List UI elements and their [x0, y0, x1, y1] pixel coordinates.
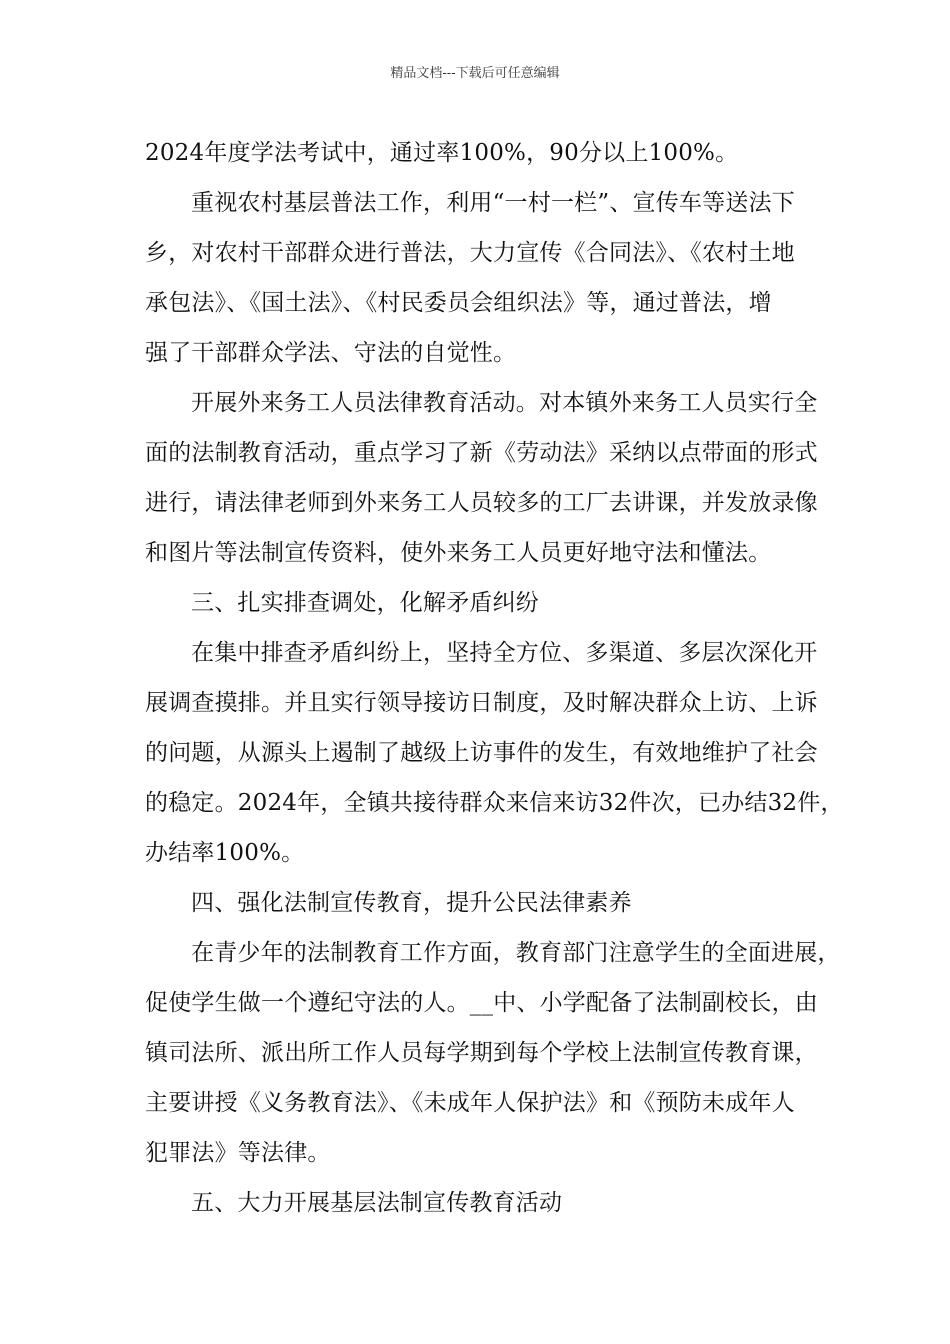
text-line: 主要讲授《义务教育法》、《未成年人保护法》和《预防未成年人: [145, 1090, 795, 1116]
section-heading: [145, 578, 810, 628]
document-body: [145, 128, 844, 1228]
text-line: 在青少年的法制教育工作方面，教育部门注意学生的全面进展，: [191, 940, 841, 966]
text-line: 三、扎实排查调处，化解矛盾纠纷: [191, 590, 539, 616]
text-line: 镇司法所、派出所工作人员每学期到每个学校上法制宣传教育课，: [145, 1040, 818, 1066]
text-line: 犯罪法》等法律。: [145, 1140, 331, 1166]
text-line: 重视农村基层普法工作，利用“一村一栏”、宣传车等送法下: [191, 190, 795, 216]
text-line: 在集中排查矛盾纠纷上，坚持全方位、多渠道、多层次深化开: [191, 640, 818, 666]
text-line: 承包法》、《国土法》、《村民委员会组织法》等，通过普法，增: [145, 290, 772, 316]
paragraph: [145, 128, 810, 178]
text-line: 2024年度学法考试中，通过率100%，90分以上100%。: [145, 140, 739, 166]
text-line: 促使学生做一个遵纪守法的人。__中、小学配备了法制副校长，由: [145, 990, 818, 1016]
text-line: 面的法制教育活动，重点学习了新《劳动法》采纳以点带面的形式: [145, 440, 818, 466]
text-line: 进行，请法律老师到外来务工人员较多的工厂去讲课，并发放录像: [145, 490, 818, 516]
section-heading: [145, 1178, 810, 1228]
paragraph: [145, 378, 818, 578]
text-line: 的问题，从源头上遏制了越级上访事件的发生，有效地维护了社会: [145, 740, 818, 766]
paragraph: [145, 178, 810, 378]
text-line: 开展外来务工人员法律教育活动。对本镇外来务工人员实行全: [191, 390, 818, 416]
text-line: 的稳定。2024年，全镇共接待群众来信来访32件次，已办结32件，: [145, 790, 844, 816]
text-line: 强了干部群众学法、守法的自觉性。: [145, 340, 517, 366]
text-line: 乡，对农村干部群众进行普法，大力宣传《合同法》、《农村土地: [145, 240, 795, 266]
paragraph: [145, 628, 844, 878]
section-heading: [145, 878, 810, 928]
text-line: 和图片等法制宣传资料，使外来务工人员更好地守法和懂法。: [145, 540, 772, 566]
page-header: 精品文档---下载后可任意编辑: [390, 66, 560, 81]
text-line: 展调查摸排。并且实行领导接访日制度，及时解决群众上访、上诉: [145, 690, 818, 716]
paragraph: [145, 928, 841, 1178]
text-line: 五、大力开展基层法制宣传教育活动: [191, 1190, 563, 1216]
text-line: 办结率100%。: [145, 840, 305, 866]
text-line: 四、强化法制宣传教育，提升公民法律素养: [191, 890, 632, 916]
